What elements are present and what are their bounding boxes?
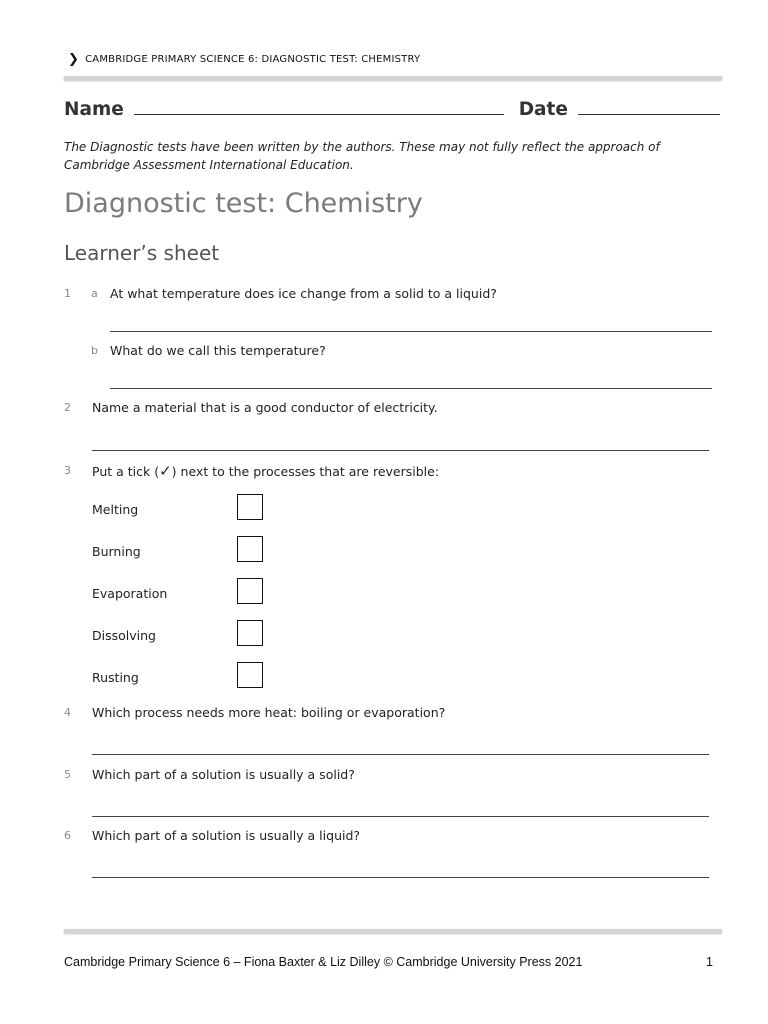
question-1a-text: At what temperature does ice change from a solid to a liquid? <box>110 286 497 301</box>
question-1b-letter: b <box>91 344 98 357</box>
footer-credit: Cambridge Primary Science 6 – Fiona Baxter & Liz Dilley © Cambridge University Press 2021 <box>64 955 583 969</box>
option-label-melting: Melting <box>92 502 139 517</box>
date-label: Date <box>518 99 568 120</box>
page-title: Diagnostic test: Chemistry <box>64 188 423 219</box>
answer-line-1b[interactable] <box>110 388 712 389</box>
question-number-2: 2 <box>64 401 71 414</box>
option-label-rusting: Rusting <box>92 670 139 685</box>
checkbox-melting[interactable] <box>237 494 263 520</box>
page-subtitle: Learner’s sheet <box>64 241 220 265</box>
question-4-text: Which process needs more heat: boiling or evaporation? <box>92 705 446 720</box>
header-divider <box>64 76 722 80</box>
question-3-text <box>92 462 439 480</box>
chevron-right-icon: ❯ <box>68 52 80 67</box>
tick-mark-icon: ✓ <box>159 462 172 480</box>
question-number-3: 3 <box>64 464 71 477</box>
checkbox-evaporation[interactable] <box>237 578 263 604</box>
running-header-title: CAMBRIDGE PRIMARY SCIENCE 6: DIAGNOSTIC TEST: CHEMISTRY <box>85 54 421 65</box>
answer-line-4[interactable] <box>92 754 709 755</box>
question-number-4: 4 <box>64 706 71 719</box>
question-5-text: Which part of a solution is usually a solid? <box>92 767 355 782</box>
answer-line-6[interactable] <box>92 877 709 878</box>
question-1a-letter: a <box>91 287 98 300</box>
running-header <box>68 52 420 67</box>
question-number-1: 1 <box>64 287 71 300</box>
checkbox-rusting[interactable] <box>237 662 263 688</box>
answer-line-1a[interactable] <box>110 331 712 332</box>
question-1b-text: What do we call this temperature? <box>110 343 326 358</box>
date-blank[interactable] <box>578 98 720 115</box>
option-label-dissolving: Dissolving <box>92 628 156 643</box>
checkbox-burning[interactable] <box>237 536 263 562</box>
name-date-line <box>64 98 720 120</box>
question-number-6: 6 <box>64 829 71 842</box>
footer-divider <box>64 929 722 933</box>
question-6-text: Which part of a solution is usually a liquid? <box>92 828 361 843</box>
page-number: 1 <box>706 955 713 969</box>
question-3-text-before: Put a tick ( <box>92 464 160 479</box>
checkbox-dissolving[interactable] <box>237 620 263 646</box>
option-label-burning: Burning <box>92 544 141 559</box>
name-blank[interactable] <box>134 98 504 115</box>
question-2-text: Name a material that is a good conductor of electricity. <box>92 400 438 415</box>
option-label-evaporation: Evaporation <box>92 586 168 601</box>
answer-line-5[interactable] <box>92 816 709 817</box>
answer-line-2[interactable] <box>92 450 709 451</box>
name-label: Name <box>64 99 124 120</box>
disclaimer: The Diagnostic tests have been written by the authors. These may not fully reflect the approach of Cambridge Assessment International Education. <box>64 140 660 172</box>
question-number-5: 5 <box>64 768 71 781</box>
question-3-text-after: ) next to the processes that are reversible: <box>171 464 440 479</box>
